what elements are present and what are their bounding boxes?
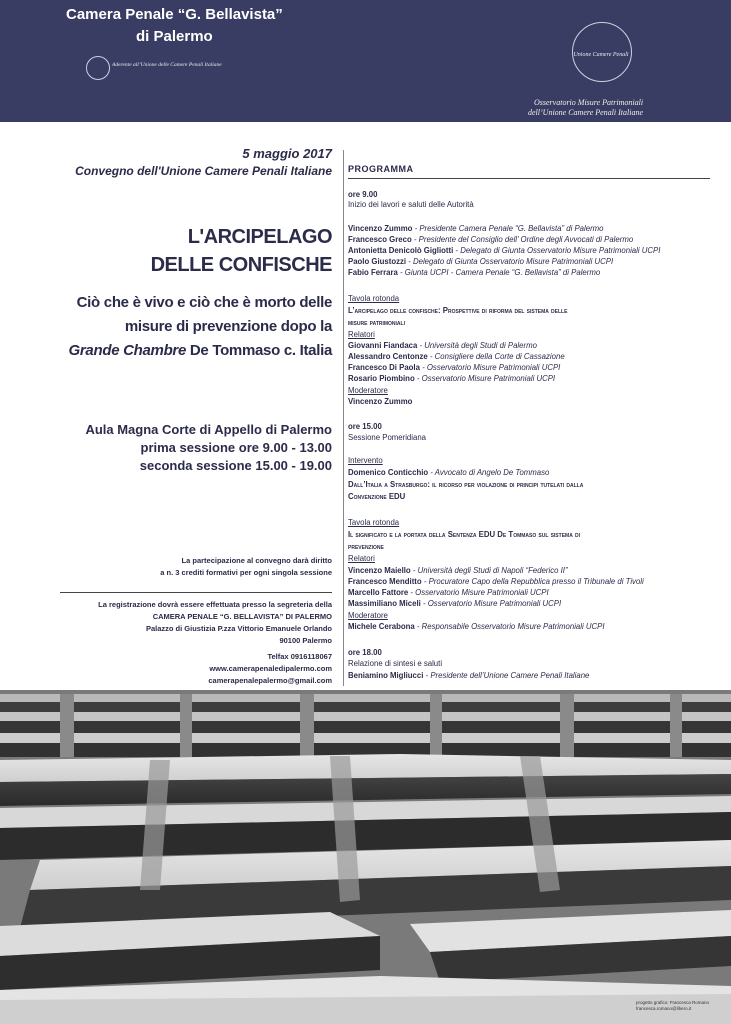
email-link[interactable]: camerapenalepalermo@gmail.com: [208, 676, 332, 685]
credits-line2: a n. 3 crediti formativi per ogni singola sessione: [160, 568, 332, 577]
speakers-label: Relatori: [348, 554, 375, 563]
divider: [60, 592, 332, 593]
program-column: [348, 122, 718, 688]
moderator-label: Moderatore: [348, 386, 388, 395]
round-table-title: L’arcipelago delle confische: Prospettive di riforma del sistema delle: [348, 306, 568, 315]
seal-caption: Aderente all’Unione delle Camere Penali Italiane: [112, 62, 222, 68]
round-table-label: Tavola rotonda: [348, 294, 400, 303]
moderator-name: Michele Cerabona - Responsabile Osservatorio Misure Patrimoniali UCPI: [348, 622, 605, 631]
round-table-title-cont: prevenzione: [348, 542, 384, 551]
round-table-title: Il significato e la portata della Sentenza EDU De Tommaso sul sistema di: [348, 530, 580, 539]
subtitle-rest: De Tommaso c. Italia: [186, 342, 332, 359]
column-divider: [343, 150, 344, 686]
registration-address: Palazzo di Giustizia P.zza Vittorio Emanuele Orlando: [145, 624, 332, 633]
registration-line: La registrazione dovrà essere effettuata presso la segreteria della: [98, 600, 332, 609]
speaker-row: Vincenzo Zummo - Presidente Camera Penale “G. Bellavista” di Palermo: [348, 224, 604, 233]
registration-phone: Telfax 0916118067: [267, 652, 332, 661]
closing-text: Relazione di sintesi e saluti: [348, 659, 443, 668]
main-title-line1: L'ARCIPELAGO: [187, 226, 332, 248]
event-date: 5 maggio 2017: [242, 146, 332, 161]
convegno-title: Convegno dell'Unione Camere Penali Italiane: [75, 164, 332, 178]
main-title-line2: DELLE CONFISCHE: [150, 254, 332, 276]
memorial-photo: [0, 690, 731, 1024]
program-heading: PROGRAMMA: [348, 164, 414, 174]
header-banner: [0, 0, 731, 122]
round-table-title-cont: misure patrimoniali: [348, 318, 405, 327]
left-column: [0, 122, 338, 692]
intervention-label: Intervento: [348, 456, 383, 465]
time-1800: ore 18.00: [348, 648, 382, 657]
subtitle-line2: misure di prevenzione dopo la: [124, 318, 332, 335]
credit-designer: progetto grafico: Francesca Romano: [636, 1000, 710, 1005]
round-table-label: Tavola rotonda: [348, 518, 400, 527]
time-0900: ore 9.00: [348, 190, 378, 199]
observatory-line2: dell’Unione Camere Penali Italiane: [528, 108, 644, 117]
design-credit: [636, 1000, 709, 1012]
speaker-row: Fabio Ferrara - Giunta UCPI - Camera Penale “G. Bellavista” di Palermo: [348, 268, 601, 277]
stelae-image: [0, 690, 731, 1024]
program-divider: [348, 178, 710, 179]
website-link[interactable]: www.camerapenaledipalermo.com: [209, 664, 332, 673]
speaker-row: Beniamino Migliucci - Presidente dell’Unione Camere Penali Italiane: [348, 671, 590, 680]
speaker-row: Domenico Conticchio - Avvocato di Angelo De Tommaso: [348, 468, 550, 477]
venue: Aula Magna Corte di Appello di Palermo: [85, 422, 332, 437]
speaker-row: Vincenzo Maiello - Università degli Studi di Napoli “Federico II”: [348, 566, 568, 575]
speakers-label: Relatori: [348, 330, 375, 339]
speaker-row: Francesco Menditto - Procuratore Capo della Repubblica presso il Tribunale di Tivoli: [348, 577, 644, 586]
moderator-label: Moderatore: [348, 611, 388, 620]
speaker-row: Alessandro Centonze - Consigliere della Corte di Cassazione: [348, 352, 565, 361]
time-1500: ore 15.00: [348, 422, 382, 431]
afternoon-session: Sessione Pomeridiana: [348, 433, 427, 442]
credits-line1: La partecipazione al convegno darà diritto: [181, 556, 332, 565]
speaker-row: Francesco Greco - Presidente del Consiglio dell’ Ordine degli Avvocati di Palermo: [348, 235, 634, 244]
speaker-row: Antonietta Denicolò Gigliotti - Delegato di Giunta Osservatorio Misure Patrimoniali UCPI: [348, 246, 661, 255]
intervention-title: Dall’Italia a Strasburgo: il ricorso per violazione di principi tutelati dalla: [348, 480, 584, 489]
speaker-row: Paolo Giustozzi - Delegato di Giunta Osservatorio Misure Patrimoniali UCPI: [348, 257, 614, 266]
intervention-title-cont: Convenzione EDU: [348, 492, 406, 501]
opening-text: Inizio dei lavori e saluti delle Autorità: [348, 200, 474, 209]
session-afternoon: seconda sessione 15.00 - 19.00: [139, 458, 332, 473]
moderator-name: Vincenzo Zummo: [348, 397, 413, 406]
observatory-line1: Osservatorio Misure Patrimoniali: [534, 98, 644, 107]
session-morning: prima sessione ore 9.00 - 13.00: [140, 440, 332, 455]
speaker-row: Massimiliano Miceli - Osservatorio Misure Patrimoniali UCPI: [348, 599, 562, 608]
subtitle-italic: Grande Chambre: [68, 342, 187, 359]
org-city: di Palermo: [136, 28, 213, 45]
registration-city: 90100 Palermo: [279, 636, 332, 645]
subtitle-line3: [69, 342, 332, 359]
registration-org: CAMERA PENALE “G. BELLAVISTA” DI PALERMO: [152, 612, 332, 621]
subtitle-line1: Ciò che è vivo e ciò che è morto delle: [76, 294, 332, 311]
org-name: Camera Penale “G. Bellavista”: [66, 6, 283, 23]
ucpi-seal-text: Unione Camere Penali: [573, 52, 629, 58]
speaker-row: Francesco Di Paola - Osservatorio Misure Patrimoniali UCPI: [348, 363, 561, 372]
speaker-row: Giovanni Fiandaca - Università degli Studi di Palermo: [348, 341, 537, 350]
speaker-row: Rosario Piombino - Osservatorio Misure Patrimoniali UCPI: [348, 374, 556, 383]
camera-penale-seal-icon: [86, 56, 110, 80]
speaker-row: Marcello Fattore - Osservatorio Misure Patrimoniali UCPI: [348, 588, 549, 597]
credit-email: francesca.romano@libero.it: [636, 1006, 692, 1011]
